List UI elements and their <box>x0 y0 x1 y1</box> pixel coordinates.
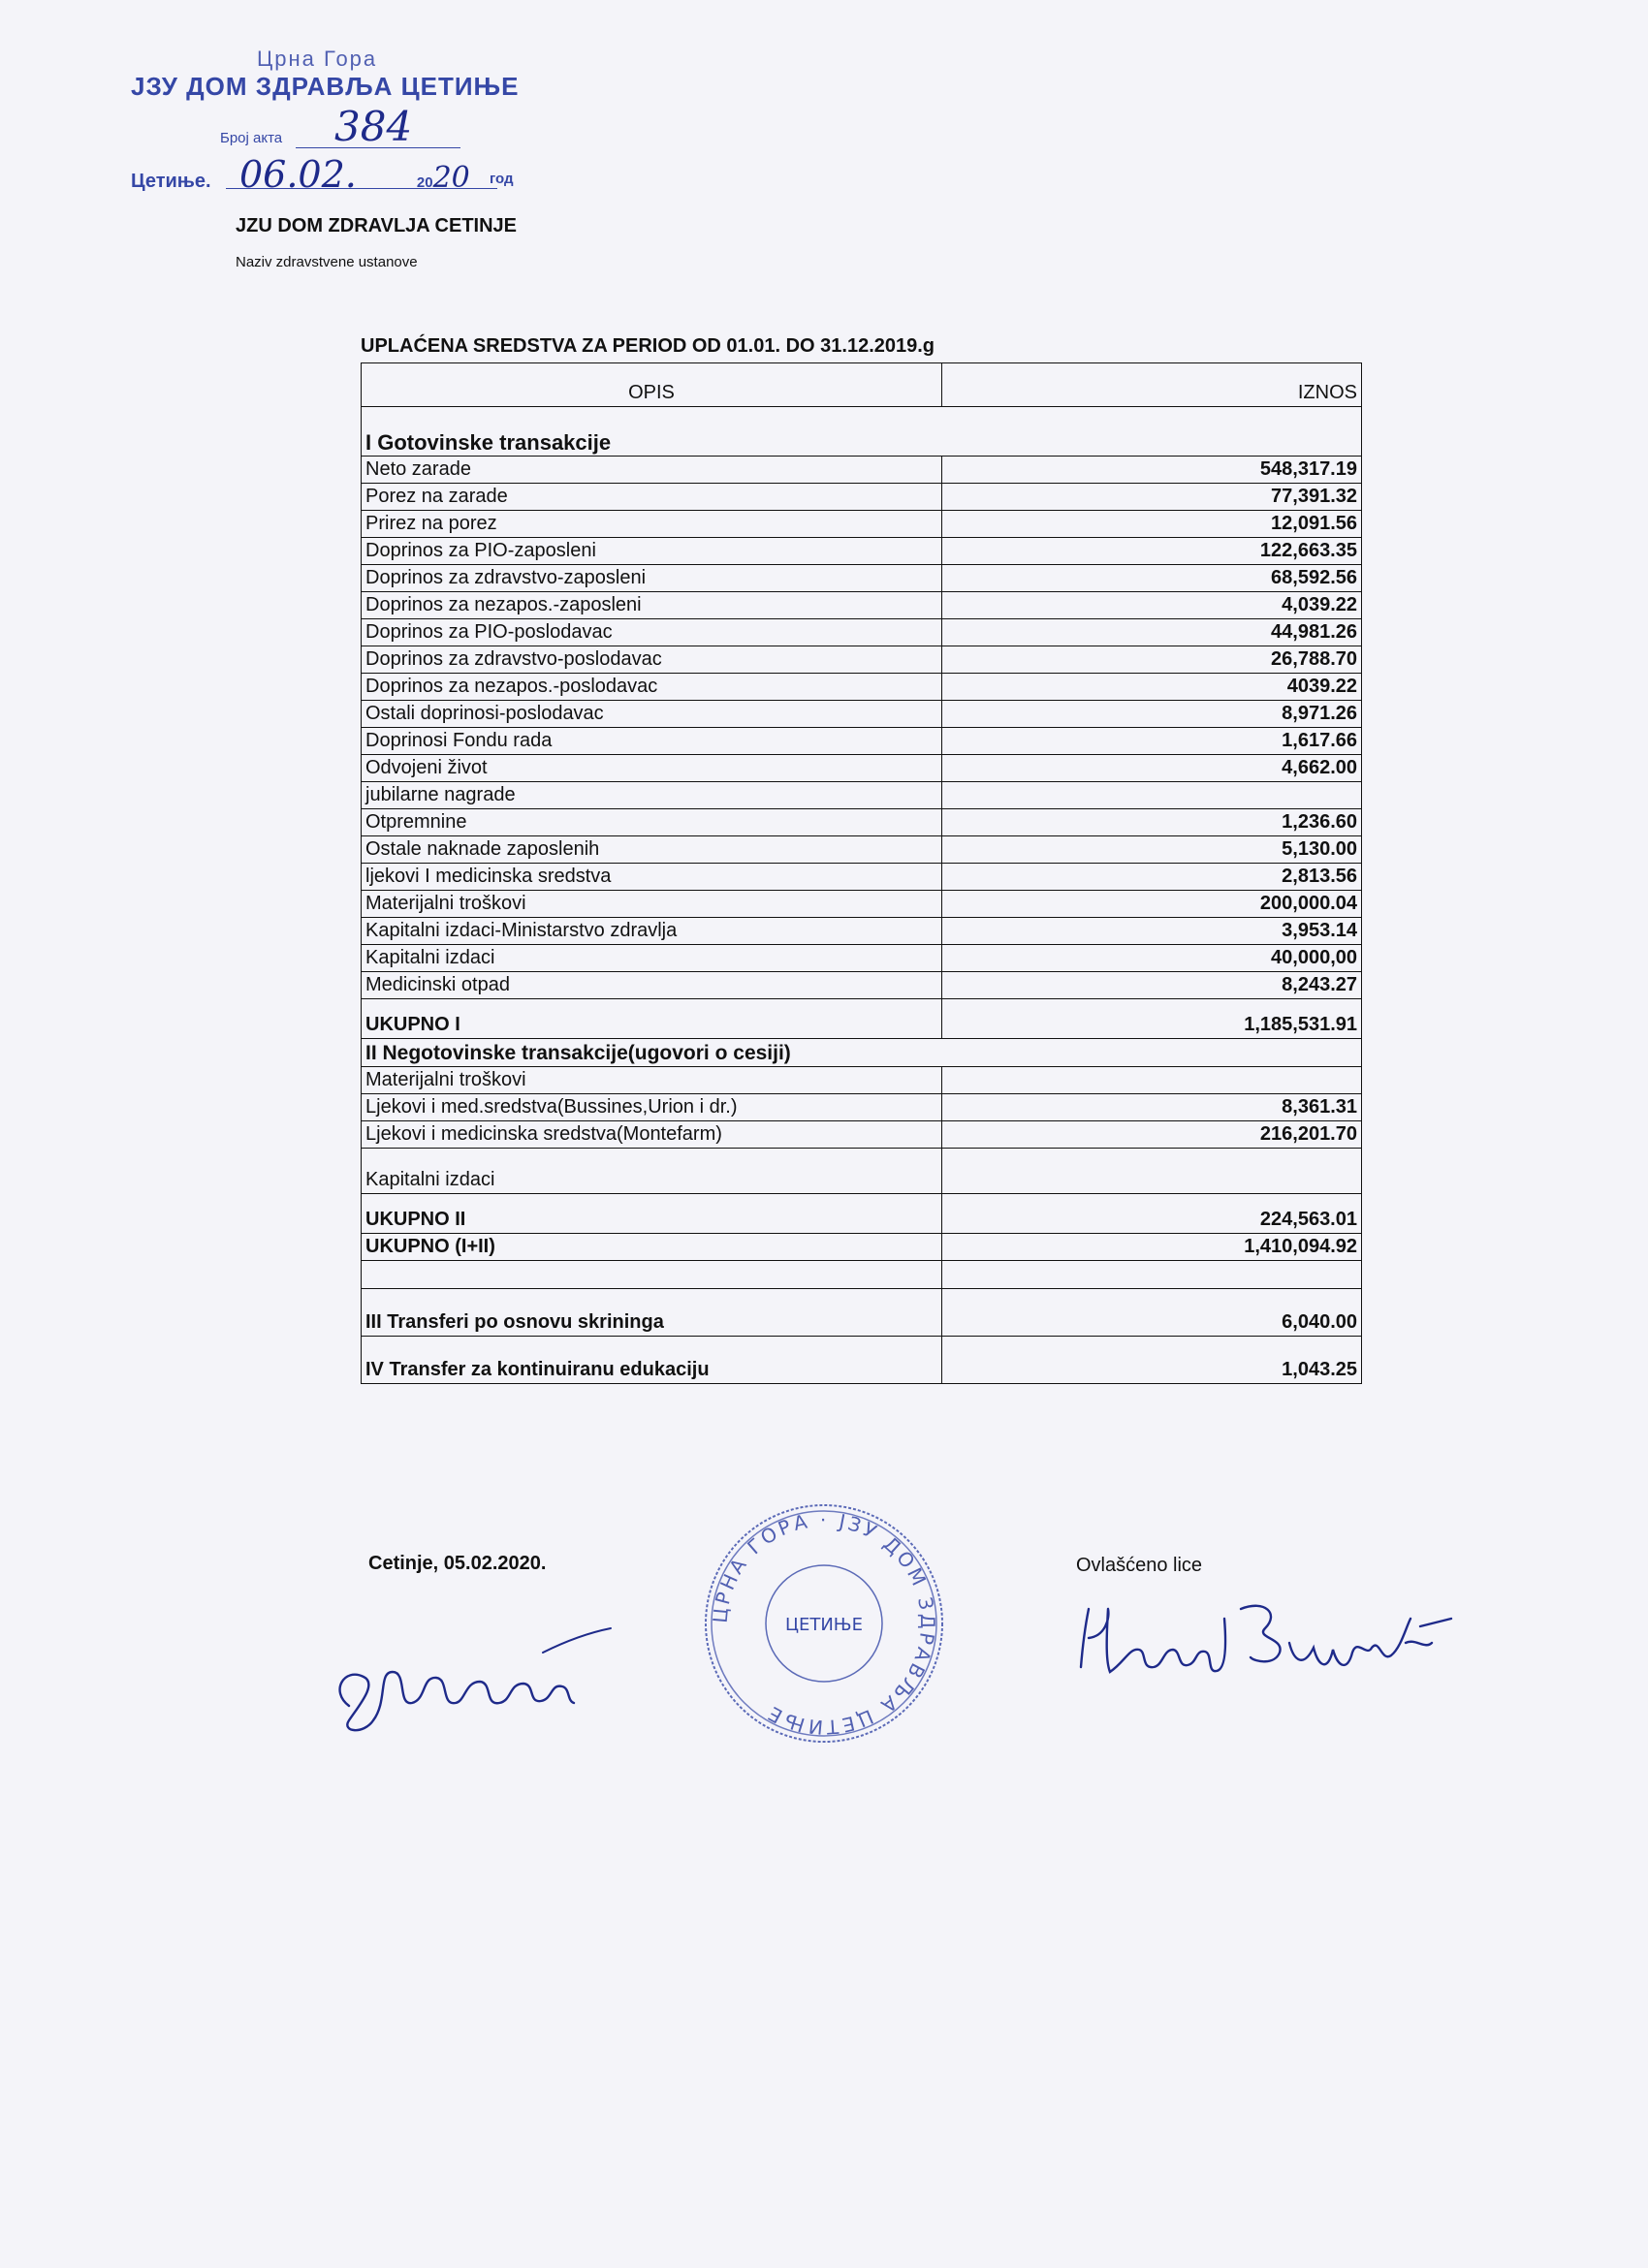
table-row <box>362 484 1362 511</box>
stamp-number-line <box>296 147 460 148</box>
cell-iznos: 2,813.56 <box>942 864 1362 891</box>
cell-opis: Materijalni troškovi <box>362 891 942 918</box>
cell-iznos: 44,981.26 <box>942 619 1362 646</box>
cell-opis: Ljekovi i medicinska sredstva(Montefarm) <box>362 1121 942 1149</box>
stamp-number: 384 <box>334 103 413 150</box>
total-1-row <box>362 999 1362 1039</box>
cell-iznos <box>942 1149 1362 1194</box>
table-row <box>362 945 1362 972</box>
table-row <box>362 782 1362 809</box>
stamp-date: 06.02. 2020 <box>239 153 470 196</box>
table-row <box>362 864 1362 891</box>
seal-outer-text: ЦРНА ГОРА · ЈЗУ ДОМ ЗДРАВЉА ЦЕТИЊЕ <box>708 1507 940 1740</box>
cell-iznos: 26,788.70 <box>942 646 1362 674</box>
section-1-title: I Gotovinske transakcije <box>362 407 1362 457</box>
stamp-institution: ЈЗУ ДОМ ЗДРАВЉА ЦЕТИЊЕ <box>131 72 520 101</box>
cell-iznos: 8,243.27 <box>942 972 1362 999</box>
cell-iznos: 224,563.01 <box>942 1194 1362 1234</box>
column-header-opis: OPIS <box>362 363 942 407</box>
cell-opis: Kapitalni izdaci-Ministarstvo zdravlja <box>362 918 942 945</box>
column-header-iznos: IZNOS <box>942 363 1362 407</box>
table-row <box>362 1094 1362 1121</box>
cell-iznos: 68,592.56 <box>942 565 1362 592</box>
cell-opis: Prirez na porez <box>362 511 942 538</box>
cell-iznos: 5,130.00 <box>942 836 1362 864</box>
cell-iznos: 1,043.25 <box>942 1337 1362 1384</box>
stamp-number-label: Број акта <box>220 130 283 146</box>
cell-iznos: 4039.22 <box>942 674 1362 701</box>
table-row <box>362 972 1362 999</box>
cell-iznos: 216,201.70 <box>942 1121 1362 1149</box>
table-row <box>362 836 1362 864</box>
stamp-year-tail: год <box>490 171 514 187</box>
right-signature <box>1071 1590 1459 1696</box>
cell-opis: Kapitalni izdaci <box>362 1149 942 1194</box>
cell-opis: Ljekovi i med.sredstva(Bussines,Urion i dr.) <box>362 1094 942 1121</box>
cell-iznos: 1,617.66 <box>942 728 1362 755</box>
cell-iznos: 8,971.26 <box>942 701 1362 728</box>
cell-opis: Materijalni troškovi <box>362 1067 942 1094</box>
table-row <box>362 755 1362 782</box>
registration-stamp <box>131 47 519 202</box>
cell-iznos: 77,391.32 <box>942 484 1362 511</box>
cell-opis: UKUPNO (I+II) <box>362 1234 942 1261</box>
table-row <box>362 646 1362 674</box>
blank-row <box>362 1261 1362 1289</box>
cell-opis: Ostale naknade zaposlenih <box>362 836 942 864</box>
cell-iznos: 6,040.00 <box>942 1289 1362 1337</box>
table-row <box>362 891 1362 918</box>
table-row <box>362 809 1362 836</box>
table-row <box>362 728 1362 755</box>
cell-iznos <box>942 1067 1362 1094</box>
institution-label: Naziv zdravstvene ustanove <box>236 254 418 270</box>
cell-iznos: 1,185,531.91 <box>942 999 1362 1039</box>
table-row <box>362 511 1362 538</box>
cell-opis: Neto zarade <box>362 457 942 484</box>
stamp-date-line <box>226 188 497 189</box>
left-signature <box>320 1614 620 1740</box>
cell-opis: III Transferi po osnovu skrininga <box>362 1289 942 1337</box>
total-1-2-row <box>362 1234 1362 1261</box>
cell-opis: Doprinos za PIO-poslodavac <box>362 619 942 646</box>
cell-iznos: 3,953.14 <box>942 918 1362 945</box>
section-1-row <box>362 407 1362 457</box>
cell-iznos: 12,091.56 <box>942 511 1362 538</box>
stamp-city: Цетиње. <box>131 171 211 192</box>
table-row <box>362 592 1362 619</box>
cell-opis <box>362 1261 942 1289</box>
official-seal <box>698 1497 950 1749</box>
transfer-4-row <box>362 1337 1362 1384</box>
cell-opis: Doprinos za PIO-zaposleni <box>362 538 942 565</box>
section-2-row-title: II Negotovinske transakcije(ugovori o cesiji) <box>362 1039 1362 1067</box>
institution-name: JZU DOM ZDRAVLJA CETINJE <box>236 215 518 236</box>
cell-opis: Doprinos za zdravstvo-poslodavac <box>362 646 942 674</box>
table-row <box>362 1067 1362 1094</box>
cell-iznos: 548,317.19 <box>942 457 1362 484</box>
cell-opis: jubilarne nagrade <box>362 782 942 809</box>
table-row <box>362 1121 1362 1149</box>
cell-opis: ljekovi I medicinska sredstva <box>362 864 942 891</box>
table-row <box>362 674 1362 701</box>
cell-opis: Odvojeni život <box>362 755 942 782</box>
payments-table <box>361 362 1362 1384</box>
table-row <box>362 619 1362 646</box>
capital-row <box>362 1149 1362 1194</box>
cell-opis: IV Transfer za kontinuiranu edukaciju <box>362 1337 942 1384</box>
table-row <box>362 457 1362 484</box>
document-title: UPLAĆENA SREDSTVA ZA PERIOD OD 01.01. DO 31.12.2019.g <box>361 335 935 357</box>
cell-iznos: 1,236.60 <box>942 809 1362 836</box>
cell-opis: Otpremnine <box>362 809 942 836</box>
cell-opis: UKUPNO II <box>362 1194 942 1234</box>
table-header-row <box>362 363 1362 407</box>
cell-opis: Doprinos za zdravstvo-zaposleni <box>362 565 942 592</box>
place-date: Cetinje, 05.02.2020. <box>368 1553 547 1574</box>
cell-opis: Medicinski otpad <box>362 972 942 999</box>
section-2-row <box>362 1039 1362 1067</box>
transfer-3-row <box>362 1289 1362 1337</box>
table-row <box>362 565 1362 592</box>
cell-iznos: 122,663.35 <box>942 538 1362 565</box>
authorized-person-label: Ovlašćeno lice <box>1076 1555 1203 1576</box>
cell-iznos: 40,000,00 <box>942 945 1362 972</box>
table-row <box>362 701 1362 728</box>
cell-opis: Porez na zarade <box>362 484 942 511</box>
table-row <box>362 538 1362 565</box>
cell-opis: Doprinos za nezapos.-poslodavac <box>362 674 942 701</box>
cell-iznos: 1,410,094.92 <box>942 1234 1362 1261</box>
cell-iznos <box>942 1261 1362 1289</box>
cell-iznos: 200,000.04 <box>942 891 1362 918</box>
cell-iznos: 4,662.00 <box>942 755 1362 782</box>
cell-opis: Doprinos za nezapos.-zaposleni <box>362 592 942 619</box>
stamp-country: Црна Гора <box>257 47 378 71</box>
cell-iznos <box>942 782 1362 809</box>
table-row <box>362 918 1362 945</box>
cell-opis: Doprinosi Fondu rada <box>362 728 942 755</box>
total-2-row <box>362 1194 1362 1234</box>
cell-opis: Kapitalni izdaci <box>362 945 942 972</box>
seal-center-text: ЦЕТИЊЕ <box>785 1615 863 1635</box>
cell-opis: Ostali doprinosi-poslodavac <box>362 701 942 728</box>
cell-iznos: 8,361.31 <box>942 1094 1362 1121</box>
cell-opis: UKUPNO I <box>362 999 942 1039</box>
cell-iznos: 4,039.22 <box>942 592 1362 619</box>
